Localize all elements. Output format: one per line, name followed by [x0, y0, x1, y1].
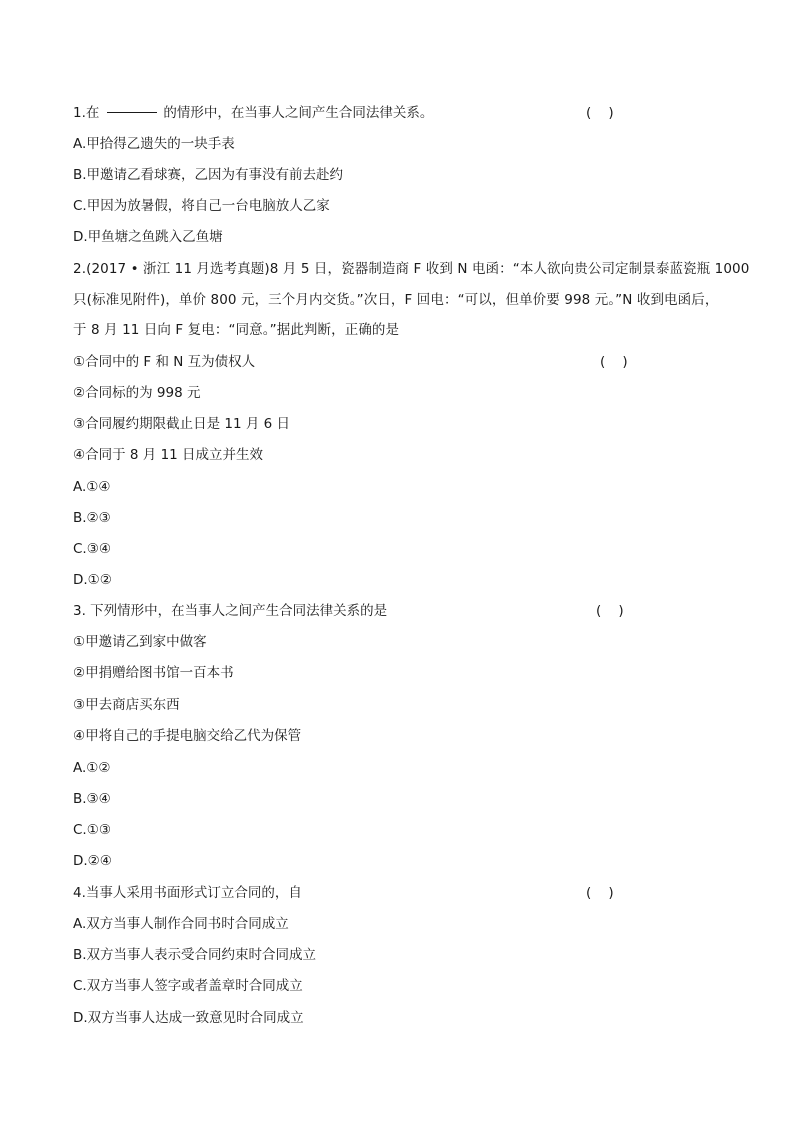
option-d: D.②④ — [73, 853, 112, 869]
option-b: B.③④ — [73, 791, 111, 807]
question-3-stem: 3. 下列情形中，在当事人之间产生合同法律关系的是 — [73, 603, 388, 619]
statement-3: ③甲去商店买东西 — [73, 697, 180, 713]
statement-4: ④甲将自己的手提电脑交给乙代为保管 — [73, 728, 302, 744]
fill-in-blank-line — [107, 112, 157, 113]
option-b: B.②③ — [73, 510, 111, 526]
option-b: B.甲邀请乙看球赛，乙因为有事没有前去赴约 — [73, 167, 344, 183]
question-1-text: 的情形中，在当事人之间产生合同法律关系。 — [163, 105, 434, 121]
option-a: A.甲拾得乙遗失的一块手表 — [73, 136, 235, 152]
answer-parentheses: ( ) — [596, 603, 624, 619]
question-1-stem — [73, 104, 433, 122]
statement-1: ①合同中的 F 和 N 互为债权人 — [73, 354, 256, 370]
statement-1: ①甲邀请乙到家中做客 — [73, 634, 207, 650]
statement-2: ②甲捐赠给图书馆一百本书 — [73, 665, 234, 681]
option-c: C.①③ — [73, 822, 111, 838]
option-d: D.甲鱼塘之鱼跳入乙鱼塘 — [73, 229, 223, 245]
answer-parentheses: ( ) — [586, 885, 614, 901]
answer-parentheses: ( ) — [600, 354, 628, 370]
option-b: B.双方当事人表示受合同约束时合同成立 — [73, 947, 317, 963]
question-2-stem-line: 2.(2017 • 浙江 11 月选考真题)8 月 5 日，瓷器制造商 F 收到 N 电函：“本人欲向贵公司定制景泰蓝瓷瓶 1000 — [73, 261, 750, 277]
option-d: D.①② — [73, 572, 112, 588]
statement-2: ②合同标的为 998 元 — [73, 385, 201, 401]
question-4-stem: 4.当事人采用书面形式订立合同的，自 — [73, 885, 302, 901]
option-c: C.③④ — [73, 541, 111, 557]
option-d: D.双方当事人达成一致意见时合同成立 — [73, 1010, 304, 1026]
option-a: A.①④ — [73, 479, 111, 495]
option-a: A.双方当事人制作合同书时合同成立 — [73, 916, 289, 932]
option-c: C.甲因为放暑假，将自己一台电脑放人乙家 — [73, 198, 330, 214]
statement-3: ③合同履约期限截止日是 11 月 6 日 — [73, 416, 291, 432]
question-2-stem-line: 于 8 月 11 日向 F 复电：“同意。”据此判断，正确的是 — [73, 322, 400, 338]
option-a: A.①② — [73, 760, 111, 776]
option-c: C.双方当事人签字或者盖章时合同成立 — [73, 978, 303, 994]
statement-4: ④合同于 8 月 11 日成立并生效 — [73, 447, 264, 463]
question-2-stem-line: 只(标准见附件)，单价 800 元，三个月内交货。”次日，F 回电：“可以，但单价要 998 元。”N 收到电函后， — [73, 292, 719, 308]
question-1-number: 1.在 — [73, 105, 100, 121]
answer-parentheses: ( ) — [586, 105, 614, 121]
